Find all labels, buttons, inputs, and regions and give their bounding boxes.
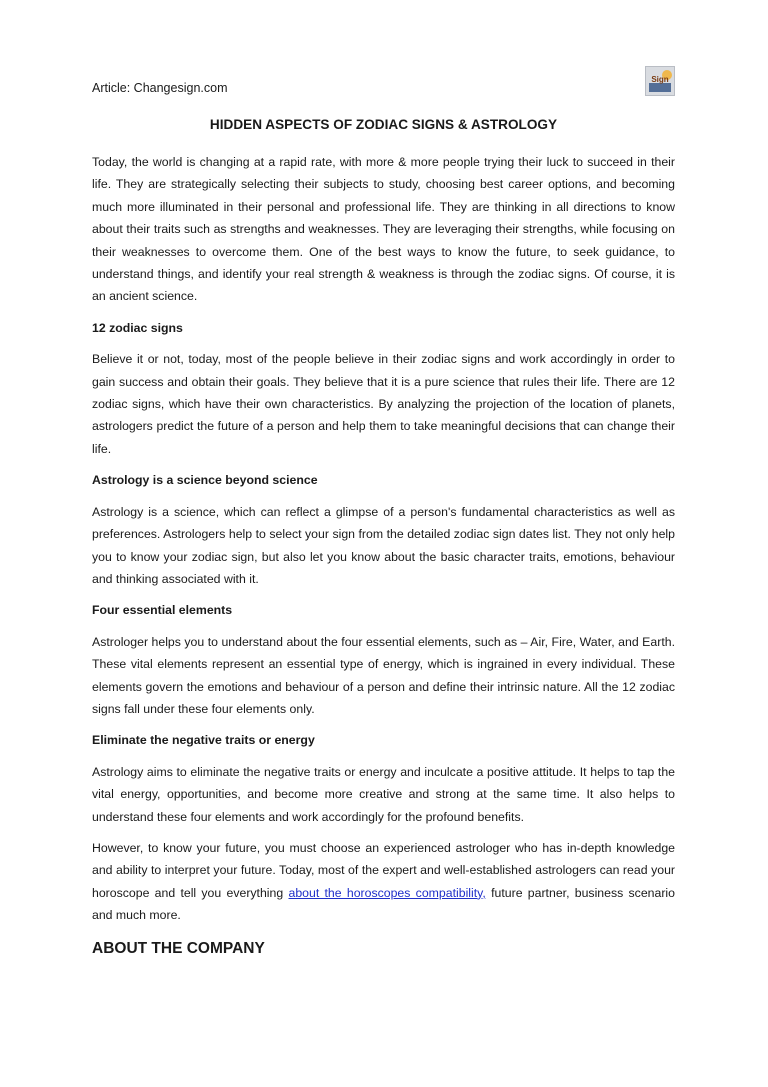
- closing-text-after-link: future partner, business scenario and much more.: [92, 885, 676, 923]
- about-company-heading: ABOUT THE COMPANY: [92, 939, 265, 957]
- section-heading-elements: Four essential elements: [92, 603, 233, 618]
- changesign-logo: [645, 66, 675, 96]
- article-source: Article: Changesign.com: [92, 81, 228, 95]
- section-body-science: Astrology is a science, which can reflect a glimpse of a person's fundamental characteristics as well as preferences. Astrologers help to select your sign from the detailed zodiac sign dates list. They not only help you to know your zodiac sign, but also let you know about the basic character traits, emotions, behaviour and thinking associated with it.: [92, 504, 675, 586]
- section-heading-science: Astrology is a science beyond science: [92, 473, 318, 488]
- section-heading-zodiac-signs: 12 zodiac signs: [92, 320, 183, 335]
- section-body-zodiac-signs: Believe it or not, today, most of the people believe in their zodiac signs and work accordingly in order to gain success and obtain their goals. They believe that it is a pure science that rules their life. There are 12 zodiac signs, which have their own characteristics. By analyzing the projection of the location of planets, astrologers predict the future of a person and help them to take meaningful decisions that can change their life.: [92, 352, 675, 456]
- section-body-negative-traits: Astrology aims to eliminate the negative traits or energy and inculcate a positive attitude. It helps to tap the vital energy, opportunities, and become more creative and strong at the same time. It also helps to understand these four elements and work accordingly for the profound benefits.: [92, 764, 675, 824]
- article-body: [92, 151, 675, 959]
- closing-text-before-link: However, to know your future, you must choose an experienced astrologer who has in-depth knowledge and ability to interpret your future. Today, most of the expert and well-established astrologers can read your horoscope and tell you everything: [92, 840, 675, 900]
- section-heading-negative-traits: Eliminate the negative traits or energy: [92, 733, 315, 748]
- closing-paragraph: [92, 837, 675, 927]
- horoscope-compatibility-link[interactable]: about the horoscopes compatibility,: [288, 885, 486, 900]
- document-title: HIDDEN ASPECTS OF ZODIAC SIGNS & ASTROLOGY: [209, 117, 558, 132]
- intro-paragraph: Today, the world is changing at a rapid rate, with more & more people trying their luck to succeed in their life. They are strategically selecting their subjects to study, choosing best career options, and becoming much more illuminated in their personal and professional life. They are thinking in all directions to know about their traits such as strengths and weaknesses. They are leveraging their strengths, while focusing on their weaknesses to overcome them. One of the best ways to know the future, to seek guidance, to understand things, and identify your real strength & weakness is through the zodiac signs. Of course, it is an ancient science.: [92, 155, 675, 304]
- logo-text: Sign: [651, 75, 669, 84]
- section-body-elements: Astrologer helps you to understand about the four essential elements, such as – Air, Fire, Water, and Earth. These vital elements represent an essential type of energy, which is ingrained in every individual. These elements govern the emotions and behaviour of a person and define their intrinsic nature. All the 12 zodiac signs fall under these four elements only.: [92, 634, 675, 716]
